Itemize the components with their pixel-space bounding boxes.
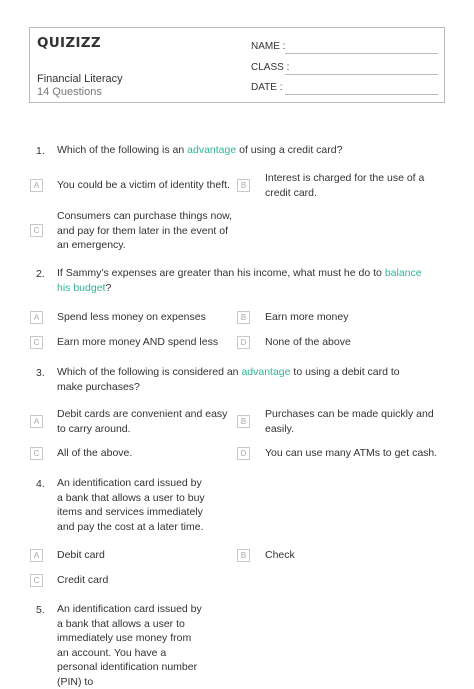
option-text: Earn more money AND spend less <box>57 336 219 348</box>
question-text: An identification card issued by a bank that allows a user to buy items and services immediately and pay the cost at a later time. <box>57 477 205 533</box>
option-letter-box[interactable]: D <box>237 447 250 460</box>
question-number: 5. <box>36 604 45 616</box>
option-text: Credit card <box>57 574 109 586</box>
name-line[interactable] <box>285 53 438 54</box>
option-text: Spend less money on expenses <box>57 311 206 323</box>
option-letter-box[interactable]: B <box>237 311 250 324</box>
option-text: Debit cards are convenient and easy to carry around. <box>57 408 228 435</box>
option-letter-box[interactable]: C <box>30 574 43 587</box>
option-text: Consumers can purchase things now, and pay for them later in the event of an emergency. <box>57 210 233 251</box>
option-text: You could be a victim of identity theft. <box>57 179 230 191</box>
worksheet-title: Financial Literacy <box>37 73 123 85</box>
worksheet-header <box>29 27 445 103</box>
option-letter-box[interactable]: B <box>237 179 250 192</box>
option-letter-box[interactable]: B <box>237 549 250 562</box>
name-label: NAME : <box>251 41 286 52</box>
question-text: If Sammy’s expenses are greater than his income, what must he do to balance his budget? <box>57 267 422 294</box>
date-line[interactable] <box>285 94 438 95</box>
question-highlight: advantage <box>187 144 237 156</box>
class-line[interactable] <box>285 74 438 75</box>
quizizz-logo: QUIZIZZ <box>37 35 101 51</box>
question-text: Which of the following is an advantage of using a credit card? <box>57 144 343 156</box>
question-text: An identification card issued by a bank that allows a user to immediately use money from an account. You have a personal identification number (PIN) to <box>57 603 202 688</box>
option-text: All of the above. <box>57 447 133 459</box>
option-letter-box[interactable]: C <box>30 224 43 237</box>
option-letter-box[interactable]: A <box>30 179 43 192</box>
option-text: Debit card <box>57 549 105 561</box>
option-letter-box[interactable]: C <box>30 447 43 460</box>
option-text: None of the above <box>265 336 351 348</box>
option-letter-box[interactable]: B <box>237 415 250 428</box>
option-letter-box[interactable]: A <box>30 311 43 324</box>
question-number: 1. <box>36 145 45 157</box>
option-letter-box[interactable]: D <box>237 336 250 349</box>
question-highlight: advantage <box>241 366 291 378</box>
option-text: Check <box>265 549 295 561</box>
question-number: 3. <box>36 367 45 379</box>
option-letter-box[interactable]: A <box>30 549 43 562</box>
question-text: Which of the following is considered an advantage to using a debit card to make purchases? <box>57 366 400 393</box>
option-text: Earn more money <box>265 311 349 323</box>
question-number: 2. <box>36 268 45 280</box>
question-number: 4. <box>36 478 45 490</box>
date-label: DATE : <box>251 82 283 93</box>
question-highlight: balance his budget <box>57 267 422 294</box>
option-letter-box[interactable]: C <box>30 336 43 349</box>
option-text: Interest is charged for the use of a credit card. <box>265 172 425 199</box>
option-letter-box[interactable]: A <box>30 415 43 428</box>
option-text: You can use many ATMs to get cash. <box>265 447 438 459</box>
option-text: Purchases can be made quickly and easily. <box>265 408 434 435</box>
class-label: CLASS : <box>251 62 290 73</box>
question-count: 14 Questions <box>37 86 102 98</box>
